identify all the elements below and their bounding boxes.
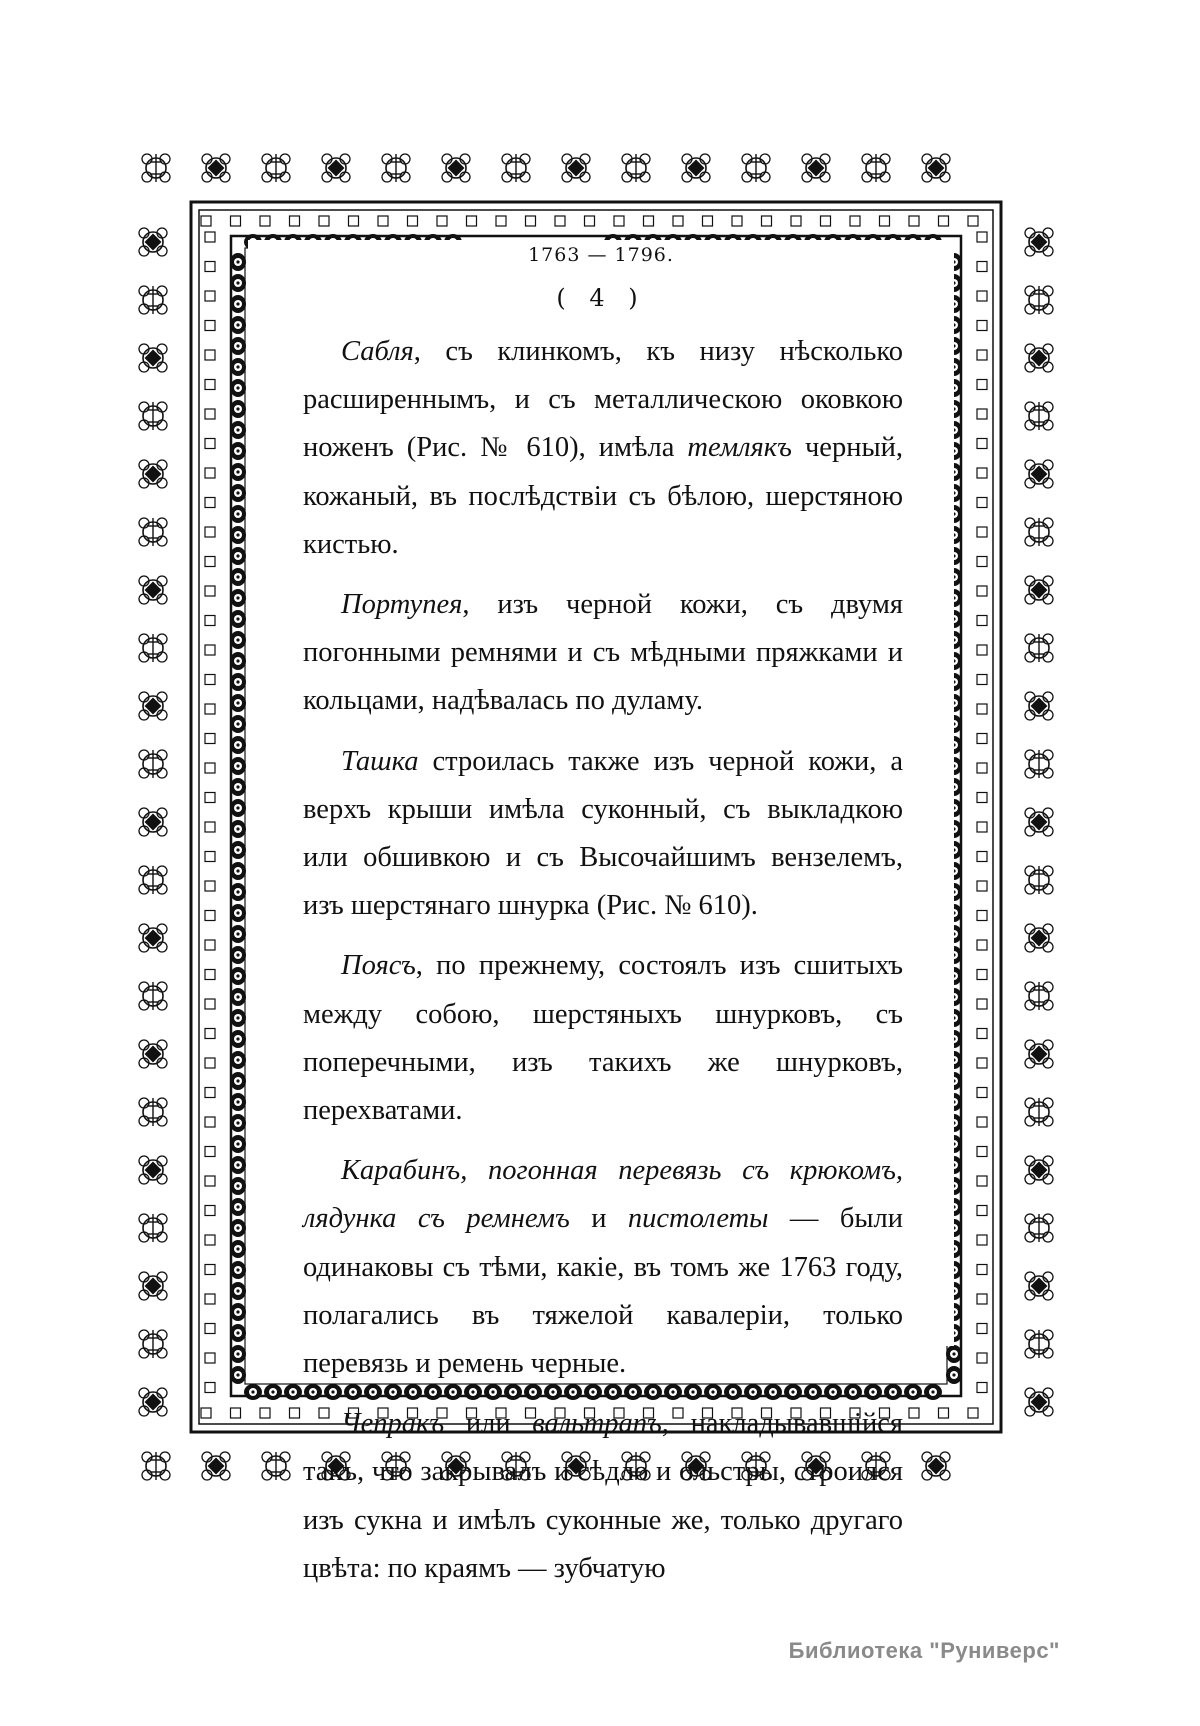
chain-link [946, 1366, 962, 1384]
lace-motif [682, 154, 710, 182]
chain-link [230, 484, 246, 502]
lace-motif [139, 518, 167, 546]
chain-link [230, 1303, 246, 1321]
paragraph-чепракъ [303, 1400, 903, 1593]
paragraph-портупея [303, 581, 903, 726]
lace-motif [1025, 692, 1053, 720]
lace-motif [139, 1156, 167, 1184]
chain-link [230, 1114, 246, 1132]
paragraph-ташка [303, 738, 903, 931]
chain-link [230, 736, 246, 754]
lace-motif [139, 750, 167, 778]
lace-motif [139, 808, 167, 836]
paragraph-text: , по прежнему, состоялъ изъ сшитыхъ между собою, шерстяныхъ шнурковъ, съ поперечными, изъ такихъ же шнурковъ, перехватами. [303, 950, 903, 1127]
paragraph-text: строилась также изъ черной кожи, а верхъ крыши имѣла суконный, съ выкладкою или обшивкою и съ Высочайшимъ вензелемъ, изъ шерстянаго шнурка (Рис. № 610). [303, 745, 903, 922]
chain-link [230, 925, 246, 943]
italic-term: Ташка [341, 745, 419, 777]
chain-link [230, 904, 246, 922]
chain-link [230, 757, 246, 775]
paragraph-text: , накладывавшійся такъ, что закрывалъ и сѣдло и ольстры, строился изъ сукна и имѣлъ суконные же, только другаго цвѣта: по краямъ — зубчатую [303, 1408, 903, 1584]
paragraph-сабля [303, 328, 903, 569]
text-body [303, 328, 903, 1605]
chain-link [230, 568, 246, 586]
lace-motif [139, 286, 167, 314]
chain-link [230, 358, 246, 376]
lace-motif [622, 154, 650, 182]
chain-link [230, 631, 246, 649]
lace-motif [862, 154, 890, 182]
chain-link [230, 1324, 246, 1342]
chain-link [230, 1009, 246, 1027]
chain-link [230, 274, 246, 292]
chain-link [230, 1261, 246, 1279]
lace-motif [139, 1388, 167, 1416]
lace-motif [262, 154, 290, 182]
lace-motif [139, 924, 167, 952]
chain-link [924, 1384, 942, 1400]
lace-motif [139, 1098, 167, 1126]
lace-motif [1025, 1388, 1053, 1416]
lace-motif [1025, 1156, 1053, 1184]
lace-motif [139, 866, 167, 894]
lace-motif [1025, 1330, 1053, 1358]
lace-motif [1025, 1040, 1053, 1068]
chain-link [230, 610, 246, 628]
lace-motif [1025, 1214, 1053, 1242]
italic-term: Чепракъ [341, 1408, 445, 1440]
chain-link [230, 1156, 246, 1174]
lace-motif [1025, 1098, 1053, 1126]
lace-motif [322, 154, 350, 182]
chain-link [230, 820, 246, 838]
lace-motif [262, 1452, 290, 1480]
paragraph-карабинъ [303, 1147, 903, 1388]
lace-motif [442, 154, 470, 182]
chain-link [230, 1282, 246, 1300]
chain-link [230, 589, 246, 607]
chain-link [230, 862, 246, 880]
italic-term: Поясъ [341, 950, 416, 982]
lace-motif [1025, 228, 1053, 256]
chain-link [230, 400, 246, 418]
paragraph-text: , изъ черной кожи, съ двумя погонными ремнями и съ мѣдными пряжками и кольцами, надѣвалась по дуламу. [303, 589, 903, 717]
chain-link [230, 988, 246, 1006]
chain-link [230, 316, 246, 334]
chain-link [230, 1219, 246, 1237]
lace-motif [1025, 982, 1053, 1010]
chain-link [230, 1240, 246, 1258]
lace-motif [922, 1452, 950, 1480]
chain-link [230, 967, 246, 985]
paragraph-text: и [569, 1203, 628, 1235]
lace-motif [1025, 460, 1053, 488]
chain-link [230, 1093, 246, 1111]
chain-link [230, 1366, 246, 1384]
lace-motif [139, 576, 167, 604]
chain-link [230, 379, 246, 397]
chain-link [230, 337, 246, 355]
chain-link [230, 1345, 246, 1363]
italic-term: Карабинъ, погонная перевязь съ крюкомъ, лядунка съ ремнемъ [303, 1155, 903, 1235]
lace-motif [382, 154, 410, 182]
lace-motif [1025, 518, 1053, 546]
running-head-years: 1763 — 1796. [528, 244, 674, 266]
page-number: ( 4 ) [556, 284, 646, 312]
chain-link [230, 1135, 246, 1153]
lace-motif [742, 154, 770, 182]
chain-link [230, 421, 246, 439]
lace-motif [202, 154, 230, 182]
chain-link [230, 1198, 246, 1216]
lace-motif [1025, 286, 1053, 314]
chain-link [904, 1384, 922, 1400]
chain-link [230, 505, 246, 523]
lace-motif [139, 460, 167, 488]
lace-motif [562, 154, 590, 182]
lace-motif [1025, 750, 1053, 778]
lace-motif [202, 1452, 230, 1480]
chain-link [230, 1072, 246, 1090]
lace-motif [139, 344, 167, 372]
lace-motif [922, 154, 950, 182]
chain-link [230, 799, 246, 817]
lace-motif [139, 1272, 167, 1300]
chain-link [230, 715, 246, 733]
chain-link [230, 1051, 246, 1069]
chain-link [230, 253, 246, 271]
chain-link [230, 1177, 246, 1195]
lace-motif [1025, 866, 1053, 894]
chain-link [244, 1384, 262, 1400]
chain-link [230, 1030, 246, 1048]
lace-motif [1025, 808, 1053, 836]
page-panel [248, 240, 954, 1584]
chain-link [230, 694, 246, 712]
lace-motif [1025, 1272, 1053, 1300]
library-watermark: Библиотека "Руниверс" [788, 1638, 1060, 1663]
chain-link [264, 1384, 282, 1400]
chain-link [230, 673, 246, 691]
chain-link [230, 463, 246, 481]
lace-motif [1025, 924, 1053, 952]
lace-motif [139, 982, 167, 1010]
italic-term: Сабля [341, 336, 414, 367]
chain-link [230, 778, 246, 796]
lace-motif [139, 1330, 167, 1358]
paragraph-text: черный, кожаный, въ послѣдствіи съ бѣлою, шерстяною кистью. [303, 432, 903, 560]
chain-link [230, 652, 246, 670]
paragraph-text: — были одинаковы съ тѣми, какіе, въ томъ же 1763 году, полагались въ тяжелой кавалеріи, только перевязь и ремень черные. [303, 1203, 903, 1380]
chain-link [230, 526, 246, 544]
paragraph-text: , съ клинкомъ, къ низу нѣсколько расширеннымъ, и съ металлическою оковкою ноженъ (Рис. № 610), имѣла [303, 336, 903, 464]
lace-motif [1025, 344, 1053, 372]
chain-link [284, 1384, 302, 1400]
chain-link [946, 1345, 962, 1363]
chain-link [230, 547, 246, 565]
lace-motif [142, 1452, 170, 1480]
lace-motif [139, 1214, 167, 1242]
lace-motif [139, 1040, 167, 1068]
italic-term: темлякъ [687, 432, 792, 464]
lace-motif [139, 402, 167, 430]
lace-motif [1025, 576, 1053, 604]
lace-motif [502, 154, 530, 182]
italic-term: Портупея [341, 589, 463, 621]
chain-link [230, 841, 246, 859]
lace-motif [1025, 402, 1053, 430]
lace-motif [142, 154, 170, 182]
chain-link [230, 295, 246, 313]
lace-motif [139, 692, 167, 720]
chain-link [230, 883, 246, 901]
paragraph-text: или [444, 1408, 533, 1440]
chain-link [230, 442, 246, 460]
lace-motif [802, 154, 830, 182]
italic-term: вальтрапъ [532, 1408, 662, 1440]
lace-motif [1025, 634, 1053, 662]
chain-link [230, 946, 246, 964]
lace-motif [139, 228, 167, 256]
italic-term: пистолеты [627, 1203, 769, 1235]
paragraph-поясъ [303, 942, 903, 1135]
lace-motif [139, 634, 167, 662]
